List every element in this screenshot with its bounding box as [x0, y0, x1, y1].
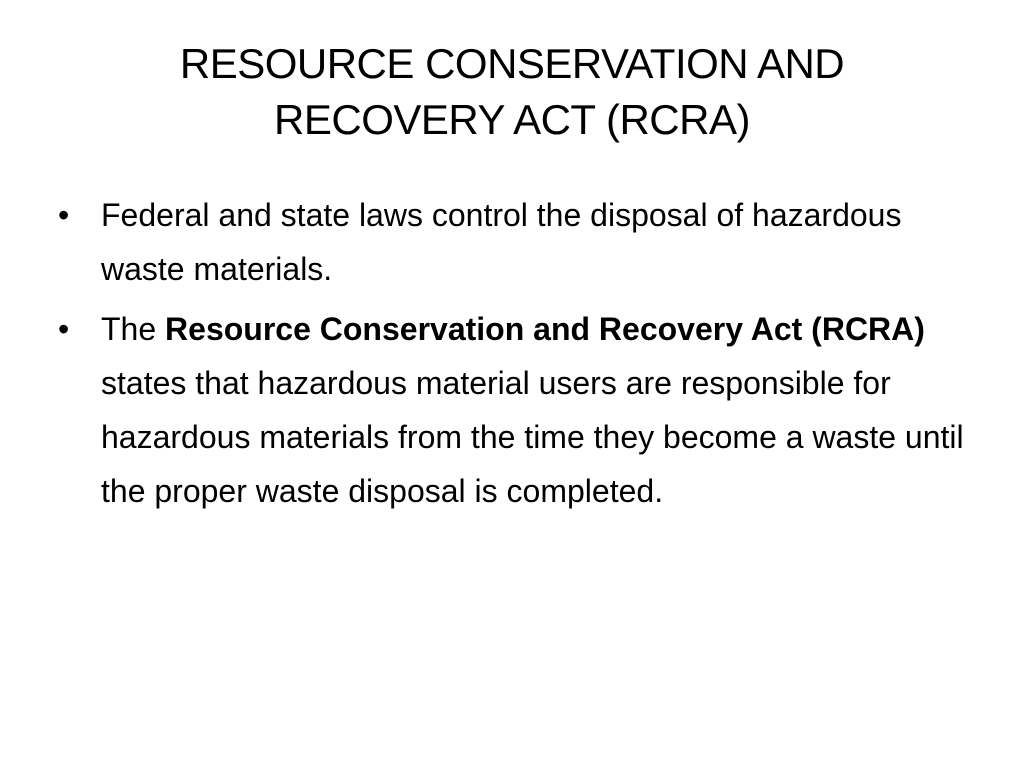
bullet-marker-icon: • [58, 311, 70, 347]
bullet-text-prefix: The [101, 311, 166, 347]
bullet-text-suffix: states that hazardous material users are responsible for hazardous materials from the time they become a waste until the proper waste disposal is completed. [101, 365, 964, 509]
bullet-text-bold-term: Resource Conservation and Recovery Act (RCRA) [165, 311, 925, 347]
bullet-item-1 [58, 188, 978, 296]
slide-title [0, 36, 1024, 148]
slide-title-line-2: RECOVERY ACT (RCRA) [274, 96, 750, 143]
bullet-list [58, 188, 978, 524]
bullet-marker-icon: • [58, 197, 70, 233]
bullet-item-2 [58, 302, 978, 518]
slide-title-line-1: RESOURCE CONSERVATION AND [179, 40, 845, 87]
bullet-text: Federal and state laws control the disposal of hazardous waste materials. [101, 197, 902, 287]
